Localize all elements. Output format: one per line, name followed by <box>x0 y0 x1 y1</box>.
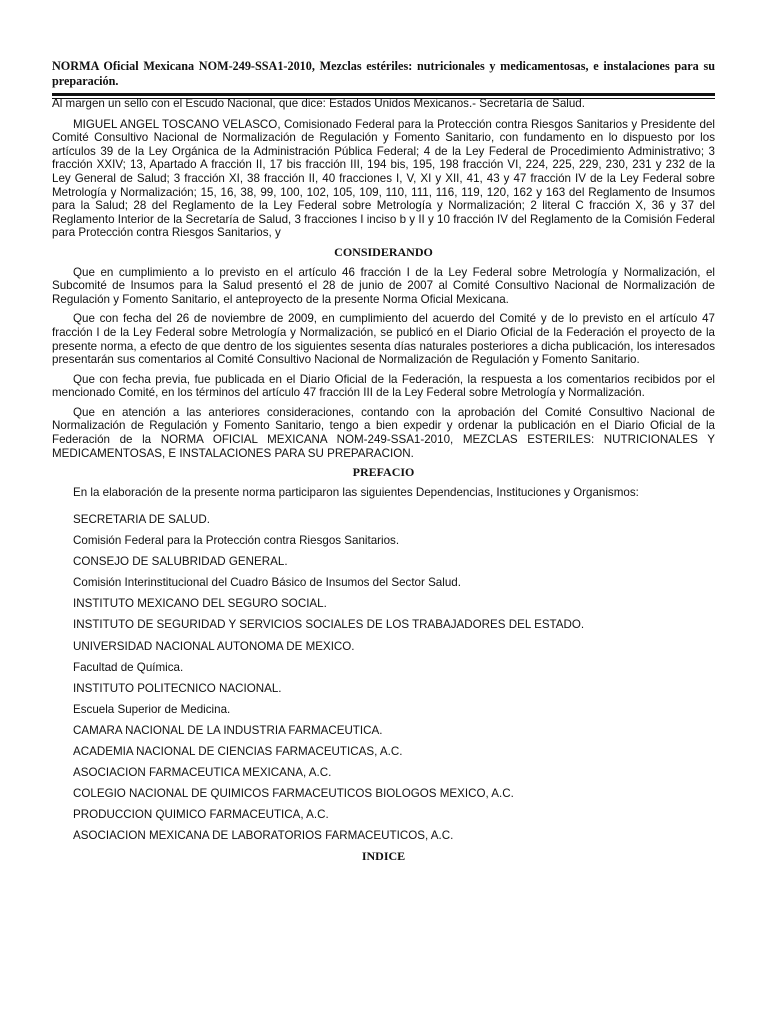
list-item: Comisión Federal para la Protección contra Riesgos Sanitarios. <box>73 534 400 548</box>
list-item: Escuela Superior de Medicina. <box>73 702 231 716</box>
list-item: ACADEMIA NACIONAL DE CIENCIAS FARMACEUTICAS, A.C. <box>73 744 403 758</box>
list-item: ASOCIACION MEXICANA DE LABORATORIOS FARMACEUTICOS, A.C. <box>73 829 454 843</box>
considerando-heading: CONSIDERANDO <box>334 244 433 259</box>
considerando-paragraph-1: Que en cumplimiento a lo previsto en el artículo 46 fracción I de la Ley Federal sobre Metrología y Normalización, el Subcomité de Insumos para la Salud presentó el 28 de junio de 2007 al Comité Consultivo Nacional de Normalización de Regulación y Fomento Sanitario, el anteproyecto de la presente Norma Oficial Mexicana. <box>52 265 715 306</box>
list-item: CAMARA NACIONAL DE LA INDUSTRIA FARMACEUTICA. <box>73 723 383 737</box>
indice-heading: INDICE <box>361 849 406 864</box>
list-item: INSTITUTO POLITECNICO NACIONAL. <box>73 681 282 695</box>
participants-list <box>52 513 715 851</box>
list-item: Facultad de Química. <box>73 660 184 674</box>
title-rule-thick <box>52 93 715 96</box>
document-title: NORMA Oficial Mexicana NOM-249-SSA1-2010, Mezclas estériles: nutricionales y medicamentosas, e instalaciones para su preparación. <box>52 59 715 88</box>
list-item: UNIVERSIDAD NACIONAL AUTONOMA DE MEXICO. <box>73 639 355 653</box>
list-item: CONSEJO DE SALUBRIDAD GENERAL. <box>73 555 288 569</box>
list-item: INSTITUTO DE SEGURIDAD Y SERVICIOS SOCIALES DE LOS TRABAJADORES DEL ESTADO. <box>73 618 585 632</box>
list-item: ASOCIACION FARMACEUTICA MEXICANA, A.C. <box>73 766 332 780</box>
list-item: PRODUCCION QUIMICO FARMACEUTICA, A.C. <box>73 808 329 822</box>
list-item: SECRETARIA DE SALUD. <box>73 512 211 526</box>
prefacio-intro: En la elaboración de la presente norma participaron las siguientes Dependencias, Instituciones y Organismos: <box>73 485 639 499</box>
list-item: Comisión Interinstitucional del Cuadro Básico de Insumos del Sector Salud. <box>73 576 461 590</box>
preamble-paragraph: MIGUEL ANGEL TOSCANO VELASCO, Comisionado Federal para la Protección contra Riesgos Sanitarios y Presidente del Comité Consultivo Nacional de Normalización de Regulación y Fomento Sanitario, con fundamento en lo dispuesto por los artículos 39 de la Ley Orgánica de la Administración Pública Federal; 4 de la Ley Federal de Procedimiento Administrativo; 3 fracción XXIV; 13, Apartado A fracción II, 17 bis fracción III, 194 bis, 195, 198 fracción VI, 224, 225, 229, 230, 231 y 232 de la Ley General de Salud; 3 fracción XI, 38 fracción II, 40 fracciones I, V, XI y XII, 41, 43 y 47 fracción IV de la Ley Federal sobre Metrología y Normalización; 15, 16, 38, 99, 100, 102, 105, 109, 110, 111, 116, 119, 120, 162 y 163 del Reglamento de Insumos para la Salud; 28 del Reglamento de la Ley Federal sobre Metrología y Normalización; 2 literal C fracción X, 36 y 37 del Reglamento Interior de la Secretaría de Salud, 3 fracciones I inciso b y II y 10 fracción IV del Reglamento de la Comisión Federal para Protección contra Riesgos Sanitarios, y <box>52 117 715 240</box>
considerando-paragraph-4: Que en atención a las anteriores consideraciones, contando con la aprobación del Comité Consultivo Nacional de Normalización de Regulación y Fomento Sanitario, tengo a bien expedir y ordenar la publicación en el Diario Oficial de la Federación de la NORMA OFICIAL MEXICANA NOM-249-SSA1-2010, MEZCLAS ESTERILES: NUTRICIONALES Y MEDICAMENTOSAS, E INSTALACIONES PARA SU PREPARACION. <box>52 405 715 460</box>
margin-note: Al margen un sello con el Escudo Nacional, que dice: Estados Unidos Mexicanos.- Secretaría de Salud. <box>52 97 585 110</box>
list-item: INSTITUTO MEXICANO DEL SEGURO SOCIAL. <box>73 597 327 611</box>
considerando-paragraph-3: Que con fecha previa, fue publicada en el Diario Oficial de la Federación, la respuesta a los comentarios recibidos por el mencionado Comité, en los términos del artículo 47 fracción III de la Ley Federal sobre Metrología y Normalización. <box>52 372 715 400</box>
considerando-paragraph-2: Que con fecha del 26 de noviembre de 2009, en cumplimiento del acuerdo del Comité y de lo previsto en el artículo 47 fracción I de la Ley Federal sobre Metrología y Normalización, se publicó en el Diario Oficial de la Federación el proyecto de la presente norma, a efecto de que dentro de los siguientes sesenta días naturales posteriores a dicha publicación, los interesados presentarán sus comentarios al Comité Consultivo Nacional de Normalización de Regulación y Fomento Sanitario. <box>52 312 715 367</box>
list-item: COLEGIO NACIONAL DE QUIMICOS FARMACEUTICOS BIOLOGOS MEXICO, A.C. <box>73 787 514 801</box>
document-body <box>52 97 715 870</box>
prefacio-heading: PREFACIO <box>352 465 415 480</box>
